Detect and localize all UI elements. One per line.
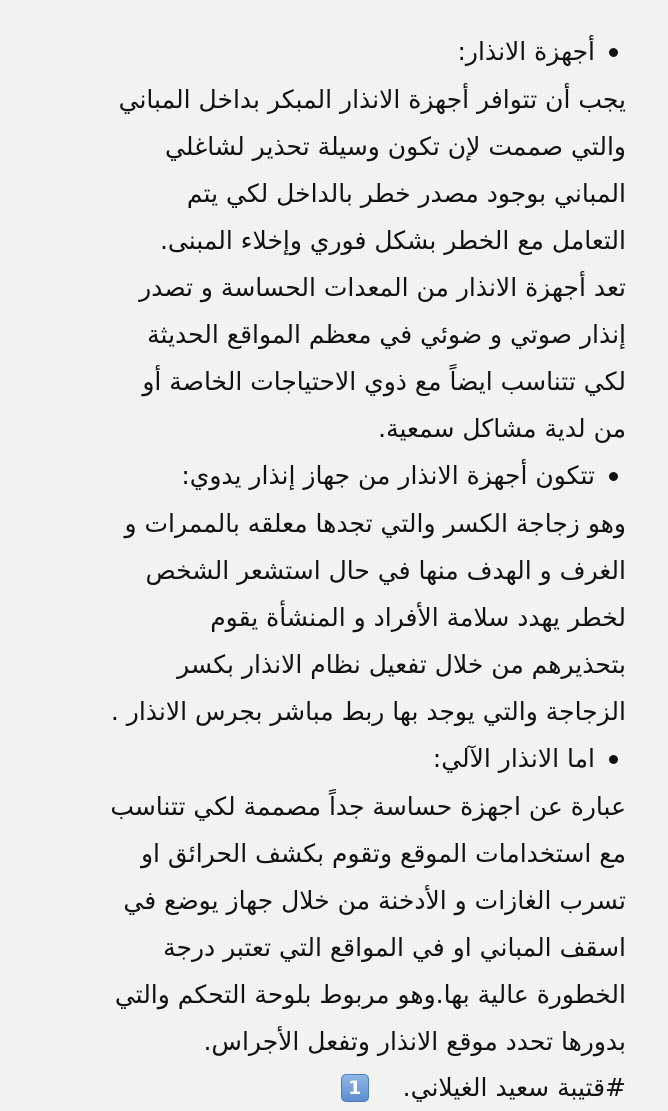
bullet-dot-icon [609, 48, 618, 57]
paragraph-line: بدورها تحدد موقع الانذار وتفعل الأجراس. [203, 1027, 626, 1056]
paragraph-line: إنذار صوتي و ضوئي في معظم المواقع الحديثة [147, 320, 626, 349]
bullet-dot-icon [609, 755, 618, 764]
keycap-digit-one-icon: 1 [341, 1074, 369, 1102]
section-heading: أجهزة الانذار: [457, 37, 595, 66]
paragraph-line: بتحذيرهم من خلال تفعيل نظام الانذار بكسر [177, 650, 626, 679]
signature [22, 1065, 626, 1111]
paragraph-line: الخطورة عالية بها.وهو مربوط بلوحة التحكم والتي [114, 980, 626, 1009]
signature-hashtag[interactable]: #قتيبة سعيد الغيلاني. [402, 1073, 626, 1102]
paragraph-line: المباني بوجود مصدر خطر بالداخل لكي يتم [186, 179, 626, 208]
paragraph-line: والتي صممت لإن تكون وسيلة تحذير لشاغلي [165, 132, 626, 161]
section-manual-alarm [22, 452, 626, 735]
paragraph-line: لخطر يهدد سلامة الأفراد و المنشأة يقوم [210, 603, 626, 632]
paragraph-line: لكي تتناسب ايضاً مع ذوي الاحتياجات الخاصة أو [142, 367, 626, 396]
paragraph-line: مع استخدامات الموقع وتقوم بكشف الحرائق او [140, 839, 626, 868]
paragraph-line: تسرب الغازات و الأدخنة من خلال جهاز يوضع في [123, 886, 626, 915]
bullet-dot-icon [609, 472, 618, 481]
paragraph-line: من لدية مشاكل سمعية. [378, 414, 626, 443]
bullet-heading [22, 28, 626, 76]
paragraph-line: تعد أجهزة الانذار من المعدات الحساسة و تصدر [139, 273, 626, 302]
paragraph-line: وهو زجاجة الكسر والتي تجدها معلقه بالممرات و [124, 509, 626, 538]
section-heading: اما الانذار الآلي: [432, 744, 595, 773]
paragraph-line: اسقف المباني او في المواقع التي تعتبر درجة [163, 933, 626, 962]
bullet-heading [22, 735, 626, 783]
paragraph-line: عبارة عن اجهزة حساسة جداً مصممة لكي تتناسب [110, 792, 626, 821]
section-automatic-alarm [22, 735, 626, 1065]
paragraph-line: الزجاجة والتي يوجد بها ربط مباشر بجرس الانذار . [110, 697, 626, 726]
paragraph-line: الغرف و الهدف منها في حال استشعر الشخص [145, 556, 626, 585]
section-heading: تتكون أجهزة الانذار من جهاز إنذار يدوي: [181, 461, 595, 490]
bullet-heading [22, 452, 626, 500]
paragraph-line: يجب أن تتوافر أجهزة الانذار المبكر بداخل المباني [118, 85, 626, 114]
paragraph-line: التعامل مع الخطر بشكل فوري وإخلاء المبنى. [159, 226, 626, 255]
section-alarm-devices [22, 28, 626, 452]
